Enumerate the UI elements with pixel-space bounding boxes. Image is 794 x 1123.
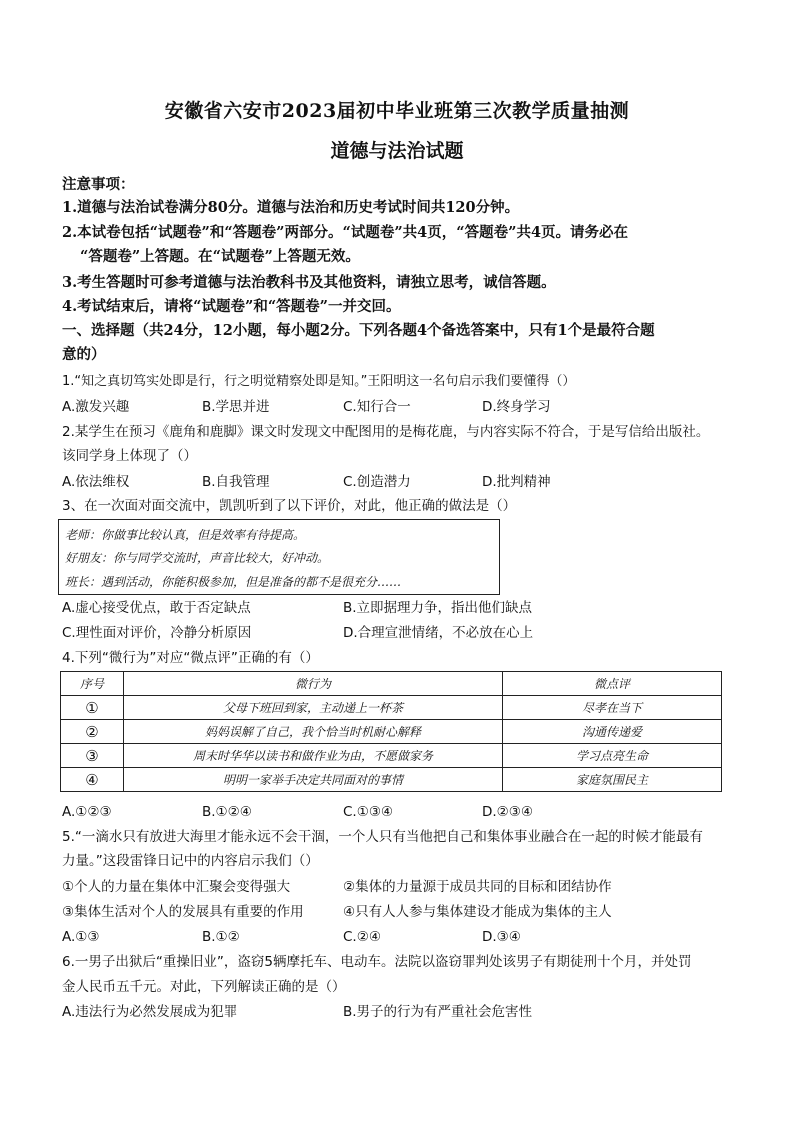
question-5-stem-cont: 力量。”这段雷锋日记中的内容启示我们（） <box>62 853 319 869</box>
q3-option-a: A.虚心接受优点，敢于否定缺点 <box>62 600 251 616</box>
row-comment: 沟通传递爱 <box>503 720 722 744</box>
question-2-stem-cont: 该同学身上体现了（） <box>62 448 197 464</box>
q3-option-c: C.理性面对评价，冷静分析原因 <box>62 625 252 641</box>
q4-table <box>60 671 722 792</box>
header-cell: 微点评 <box>503 672 722 696</box>
q4-option-c: C.①③④ <box>343 804 394 820</box>
q1-option-a: A.激发兴趣 <box>62 399 130 415</box>
section-heading-cont: 意的） <box>62 346 106 363</box>
q4-option-a: A.①②③ <box>62 804 112 820</box>
question-6-stem-cont: 金人民币五千元。对此，下列解读正确的是（） <box>62 979 346 995</box>
q5-option-a: A.①③ <box>62 929 100 945</box>
header-cell: 序号 <box>61 672 124 696</box>
exam-subject: 道德与法治试题 <box>330 140 464 162</box>
row-comment: 家庭氛围民主 <box>503 768 722 792</box>
q1-option-b: B.学思并进 <box>202 399 270 415</box>
question-3-stem: 3、在一次面对面交流中，凯凯听到了以下评价，对此，他正确的做法是（） <box>62 498 517 514</box>
q2-option-d: D.批判精神 <box>482 474 551 490</box>
row-behavior: 周末时华华以读书和做作业为由，不愿做家务 <box>124 744 503 768</box>
note-item-2: 2.本试卷包括“试题卷”和“答题卷”两部分。“试题卷”共4页，“答题卷”共4页。请务必在 <box>62 224 629 241</box>
row-number: ③ <box>61 744 124 768</box>
q3-option-d: D.合理宣泄情绪，不必放在心上 <box>343 625 534 641</box>
notes-heading: 注意事项： <box>62 176 135 193</box>
q6-option-b: B.男子的行为有严重社会危害性 <box>343 1004 533 1020</box>
table-row <box>61 720 722 744</box>
q5-option-d: D.③④ <box>482 929 521 945</box>
exam-title: 安徽省六安市2023届初中毕业班第三次教学质量抽测 <box>164 100 630 122</box>
q3-option-b: B.立即据理力争，指出他们缺点 <box>343 600 533 616</box>
note-item-4: 4.考试结束后，请将“试题卷”和“答题卷”一并交回。 <box>62 298 401 315</box>
row-comment: 尽孝在当下 <box>503 696 722 720</box>
question-2-stem: 2.某学生在预习《鹿角和鹿脚》课文时发现文中配图用的是梅花鹿，与内容实际不符合，于是写信给出版社。 <box>62 424 710 440</box>
comment-teacher: 老师：你做事比较认真，但是效率有待提高。 <box>65 528 306 542</box>
row-behavior: 父母下班回到家，主动递上一杯茶 <box>124 696 503 720</box>
table-row <box>61 744 722 768</box>
note-item-2-cont: “答题卷”上答题。在“试题卷”上答题无效。 <box>80 248 360 265</box>
q4-option-b: B.①②④ <box>202 804 252 820</box>
q5-statement-3: ③集体生活对个人的发展具有重要的作用 <box>62 904 304 920</box>
question-4-stem: 4.下列“微行为”对应“微点评”正确的有（） <box>62 650 319 666</box>
q4-option-d: D.②③④ <box>482 804 533 820</box>
q5-option-b: B.①② <box>202 929 240 945</box>
q5-statement-2: ②集体的力量源于成员共同的目标和团结协作 <box>343 879 612 895</box>
table-row <box>61 696 722 720</box>
comment-monitor: 班长：遇到活动，你能积极参加，但是准备的都不是很充分…… <box>65 575 402 589</box>
table-header-row <box>61 672 722 696</box>
q2-option-c: C.创造潜力 <box>343 474 411 490</box>
row-number: ① <box>61 696 124 720</box>
q5-statement-4: ④只有人人参与集体建设才能成为集体的主人 <box>343 904 612 920</box>
q1-option-d: D.终身学习 <box>482 399 551 415</box>
row-behavior: 明明一家举手决定共同面对的事情 <box>124 768 503 792</box>
table-row <box>61 768 722 792</box>
note-item-3: 3.考生答题时可参考道德与法治教科书及其他资料，请独立思考，诚信答题。 <box>62 274 556 291</box>
row-comment: 学习点亮生命 <box>503 744 722 768</box>
q3-comments-box <box>58 519 500 595</box>
note-item-1: 1.道德与法治试卷满分80分。道德与法治和历史考试时间共120分钟。 <box>62 199 520 216</box>
q1-option-c: C.知行合一 <box>343 399 411 415</box>
question-6-stem: 6.一男子出狱后“重操旧业”，盗窃5辆摩托车、电动车。法院以盗窃罪判处该男子有期徒刑十个月，并处罚 <box>62 954 692 970</box>
row-number: ② <box>61 720 124 744</box>
header-cell: 微行为 <box>124 672 503 696</box>
row-number: ④ <box>61 768 124 792</box>
q5-statement-1: ①个人的力量在集体中汇聚会变得强大 <box>62 879 291 895</box>
question-1-stem: 1.“知之真切笃实处即是行，行之明觉精察处即是知。”王阳明这一名句启示我们要懂得（） <box>62 374 576 389</box>
comment-friend: 好朋友：你与同学交流时，声音比较大，好冲动。 <box>65 551 330 565</box>
question-5-stem: 5.“一滴水只有放进大海里才能永远不会干涸，一个人只有当他把自己和集体事业融合在一起的时候才能最有 <box>62 829 703 845</box>
q2-option-a: A.依法维权 <box>62 474 130 490</box>
section-heading: 一、选择题（共24分，12小题，每小题2分。下列各题4个备选答案中，只有1个是最符合题 <box>62 322 655 339</box>
row-behavior: 妈妈误解了自己，我个恰当时机耐心解释 <box>124 720 503 744</box>
q6-option-a: A.违法行为必然发展成为犯罪 <box>62 1004 238 1020</box>
q2-option-b: B.自我管理 <box>202 474 270 490</box>
q5-option-c: C.②④ <box>343 929 381 945</box>
